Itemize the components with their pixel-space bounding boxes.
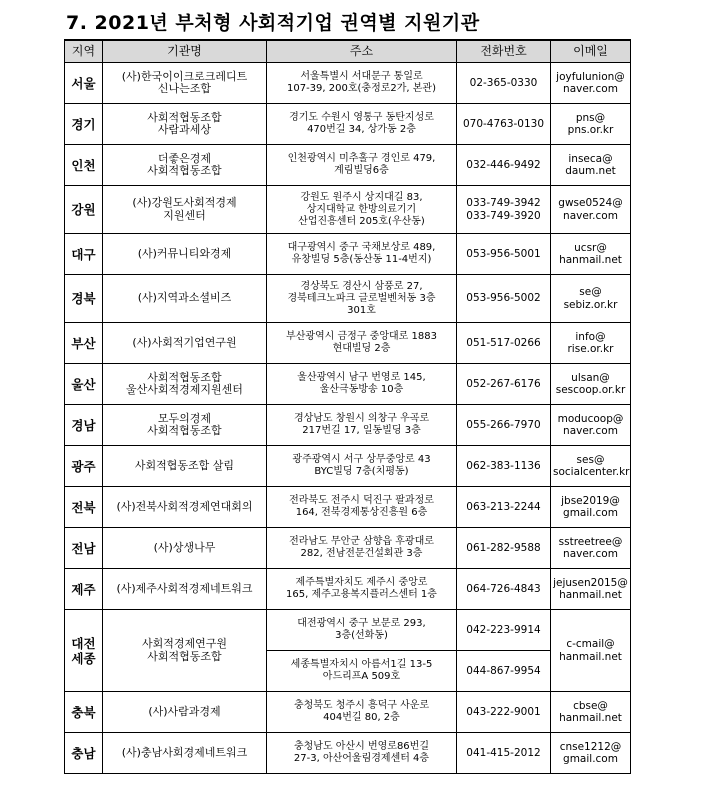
phone-cell-line: 051-517-0266 (466, 336, 541, 349)
region-cell (65, 364, 103, 405)
header-phone: 전화번호 (457, 40, 551, 63)
region-cell (65, 186, 103, 234)
phone-cell-line: 064-726-4843 (466, 582, 541, 595)
org-name-cell-line: 사회적협동조합 (147, 110, 222, 124)
table-row (65, 446, 631, 487)
table-row (65, 528, 631, 569)
phone-cell (457, 364, 551, 405)
phone-cell (457, 733, 551, 774)
region-cell-line: 대전 (71, 635, 96, 651)
org-name-cell (103, 487, 267, 528)
table-row (65, 275, 631, 323)
org-name-cell-line: (사)사회적기업연구원 (132, 335, 237, 349)
org-name-cell (103, 234, 267, 275)
region-cell-line: 울산 (71, 376, 96, 392)
phone-cell-line: 053-956-5002 (466, 292, 541, 305)
email-cell-line: naver.com (563, 548, 618, 560)
email-cell-line: se@ (579, 286, 602, 298)
email-cell (551, 275, 631, 323)
address-cell (267, 733, 457, 774)
address-cell (267, 569, 457, 610)
address-cell-line: 충청북도 청주시 흥덕구 사운로 (293, 700, 430, 711)
page-title: 7. 2021년 부처형 사회적기업 권역별 지원기관 (66, 12, 480, 34)
region-cell (65, 405, 103, 446)
table-row (65, 569, 631, 610)
address-cell-line: 470번길 34, 상가동 2층 (307, 124, 416, 135)
region-cell-line: 부산 (71, 335, 96, 351)
address-cell (267, 323, 457, 364)
table-row (65, 145, 631, 186)
address-cell (267, 275, 457, 323)
address-cell (267, 405, 457, 446)
phone-cell (457, 104, 551, 145)
org-name-cell (103, 364, 267, 405)
address-cell-line: BYC빌딩 7층(치평동) (314, 466, 409, 477)
email-cell-line: pns.or.kr (567, 124, 614, 136)
email-cell-line: naver.com (563, 425, 618, 437)
address-cell-line: 164, 전북경제통상진흥원 6층 (295, 507, 428, 518)
table-row (65, 364, 631, 405)
region-cell (65, 323, 103, 364)
table-row (65, 234, 631, 275)
email-cell (551, 63, 631, 104)
address-cell-line: 3층(선화동) (335, 630, 388, 641)
address-cell-line: 대구광역시 중구 국채보상로 489, (287, 242, 436, 253)
region-cell (65, 692, 103, 733)
org-name-cell (103, 528, 267, 569)
address-cell-line: 301호 (347, 304, 376, 316)
email-cell-line: hanmail.net (559, 712, 622, 724)
org-name-cell (103, 569, 267, 610)
email-cell-line: c-cmail@ (566, 638, 615, 650)
email-cell-line: gmail.com (563, 507, 618, 519)
region-cell (65, 104, 103, 145)
region-cell (65, 569, 103, 610)
table-row (65, 323, 631, 364)
email-cell (551, 569, 631, 610)
address-cell (267, 234, 457, 275)
region-cell-line: 충북 (71, 704, 96, 720)
address-cell (267, 63, 457, 104)
org-name-cell-line: 사회적협동조합 (147, 649, 222, 663)
table-row (65, 610, 631, 651)
org-name-cell-line: (사)강원도사회적경제 (132, 196, 237, 209)
email-cell (551, 234, 631, 275)
email-cell (551, 528, 631, 569)
address-cell (267, 364, 457, 405)
org-name-cell (103, 275, 267, 323)
email-cell-line: naver.com (563, 209, 618, 222)
email-cell (551, 104, 631, 145)
org-name-cell-line: (사)상생나무 (153, 540, 216, 554)
region-cell-line: 강원 (71, 202, 96, 217)
address-cell (267, 651, 457, 692)
email-cell-line: ulsan@ (571, 371, 610, 384)
phone-cell (457, 569, 551, 610)
email-cell-line: rise.or.kr (567, 343, 614, 355)
phone-cell (457, 446, 551, 487)
email-cell-line: hanmail.net (559, 589, 622, 601)
region-cell (65, 145, 103, 186)
org-name-cell (103, 610, 267, 692)
email-cell (551, 186, 631, 234)
address-cell-line: 현대빌딩 2층 (332, 343, 391, 354)
phone-cell (457, 610, 551, 651)
email-cell-line: sstreetree@ (558, 535, 623, 548)
support-agency-table (64, 39, 631, 774)
region-cell (65, 487, 103, 528)
region-cell-line: 경남 (71, 417, 96, 433)
phone-cell-line: 055-266-7970 (466, 418, 541, 431)
address-cell-line: 계림빌딩6층 (334, 165, 389, 176)
address-cell-line: 상지대학교 한방의료기기 (306, 203, 417, 215)
region-cell-line: 충남 (71, 745, 96, 761)
email-cell (551, 145, 631, 186)
phone-cell (457, 63, 551, 104)
address-cell-line: 인천광역시 미추홀구 경인로 479, (287, 153, 436, 164)
address-cell-line: 산업진흥센터 205호(우산동) (298, 215, 425, 227)
table-row (65, 104, 631, 145)
org-name-cell-line: (사)충남사회경제네트워크 (121, 745, 248, 759)
address-cell-line: 107-39, 200호(충정로2가, 본관) (286, 83, 436, 94)
phone-cell-line: 044-867-9954 (466, 664, 541, 677)
region-cell-line: 인천 (71, 157, 96, 173)
phone-cell (457, 692, 551, 733)
org-name-cell-line: 지원센터 (163, 208, 206, 222)
email-cell-line: info@ (575, 330, 606, 343)
phone-cell-line: 062-383-1136 (466, 459, 541, 472)
address-cell-line: 전라남도 무안군 삼향읍 후광대로 (289, 536, 434, 547)
email-cell-line: gmail.com (563, 753, 618, 765)
email-cell (551, 323, 631, 364)
org-name-cell-line: 사회적협동조합 (147, 370, 222, 384)
org-name-cell (103, 186, 267, 234)
org-name-cell (103, 63, 267, 104)
email-cell-line: gwse0524@ (558, 197, 623, 209)
table-row (65, 186, 631, 234)
email-cell (551, 733, 631, 774)
region-cell (65, 610, 103, 692)
email-cell-line: jejusen2015@ (553, 576, 628, 589)
phone-cell-line: 052-267-6176 (466, 377, 541, 390)
phone-cell-line: 070-4763-0130 (462, 117, 545, 130)
region-cell (65, 234, 103, 275)
org-name-cell-line: (사)사람과경제 (148, 704, 221, 718)
region-cell-line: 전북 (71, 499, 96, 515)
table-header-row (65, 40, 631, 63)
phone-cell (457, 487, 551, 528)
address-cell-line: 165, 제주고용복지플러스센터 1층 (286, 589, 437, 600)
org-name-cell (103, 145, 267, 186)
email-cell-line: moducoop@ (557, 412, 624, 425)
region-cell (65, 275, 103, 323)
address-cell-line: 경기도 수원시 영통구 동탄지성로 (289, 112, 434, 123)
phone-cell-line: 041-415-2012 (466, 746, 541, 759)
org-name-cell-line: 울산사회적경제지원센터 (126, 383, 243, 396)
org-name-cell-line: (사)전북사회적경제연대회의 (116, 499, 253, 513)
address-cell (267, 446, 457, 487)
address-cell-line: 강원도 원주시 상지대길 83, (300, 191, 423, 203)
address-cell (267, 610, 457, 651)
address-cell-line: 부산광역시 금정구 중앙대로 1883 (286, 331, 437, 342)
phone-cell-line: 033-749-3942 (466, 197, 541, 209)
org-name-cell-line: (사)한국이이크로크레디트 (121, 69, 248, 83)
email-cell-line: ucsr@ (574, 241, 607, 254)
region-cell-line: 서울 (71, 75, 96, 91)
phone-cell (457, 234, 551, 275)
email-cell-line: cbse@ (573, 699, 608, 712)
address-cell-line: 아드리프A 509호 (322, 671, 401, 682)
email-cell (551, 487, 631, 528)
org-name-cell-line: 모두의경제 (157, 411, 212, 425)
header-region: 지역 (65, 40, 103, 63)
org-name-cell-line: 사회적협동조합 (147, 424, 222, 437)
region-cell-line: 광주 (71, 458, 96, 474)
org-name-cell-line: 신나는조합 (157, 82, 212, 95)
address-cell-line: 세종특별자치시 아름서1길 13-5 (290, 659, 433, 670)
email-cell (551, 610, 631, 692)
table-row (65, 692, 631, 733)
phone-cell-line: 032-446-9492 (466, 158, 541, 171)
org-name-cell (103, 104, 267, 145)
email-cell-line: daum.net (565, 165, 616, 177)
email-cell-line: joyfulunion@ (556, 70, 625, 83)
org-name-cell (103, 405, 267, 446)
phone-cell (457, 275, 551, 323)
address-cell (267, 528, 457, 569)
phone-cell (457, 528, 551, 569)
region-cell (65, 528, 103, 569)
email-cell-line: cnse1212@ (559, 740, 622, 753)
region-cell-line: 제주 (71, 581, 96, 597)
address-cell-line: 경상남도 창원시 의창구 우곡로 (293, 413, 430, 424)
address-cell-line: 경상북도 경산시 삼풍로 27, (300, 280, 423, 292)
org-name-cell (103, 733, 267, 774)
table-row (65, 405, 631, 446)
region-cell-line: 전남 (71, 540, 96, 556)
org-name-cell-line: (사)커뮤니티와경제 (137, 246, 232, 260)
table-row (65, 487, 631, 528)
org-name-cell (103, 323, 267, 364)
email-cell (551, 405, 631, 446)
address-cell-line: 282, 전남전문건설회관 3층 (300, 548, 423, 559)
address-cell-line: 217번길 17, 일동빌딩 3층 (302, 425, 421, 436)
phone-cell-line: 033-749-3920 (466, 209, 541, 222)
address-cell-line: 경북테크노파크 글로벌벤처동 3층 (287, 292, 436, 304)
address-cell-line: 전라북도 전주시 덕진구 팔과정로 (289, 495, 434, 506)
address-cell (267, 104, 457, 145)
email-cell-line: naver.com (563, 83, 618, 95)
region-cell-line: 경기 (71, 116, 96, 132)
address-cell-line: 대전광역시 중구 보문로 293, (297, 618, 426, 629)
org-name-cell-line: 더좋은경제 (157, 151, 212, 165)
phone-cell-line: 063-213-2244 (466, 500, 541, 513)
phone-cell-line: 053-956-5001 (466, 247, 541, 260)
email-cell-line: socialcenter.kr (553, 466, 630, 478)
email-cell-line: sescoop.or.kr (555, 384, 626, 396)
org-name-cell-line: 사회적경제연구원 (141, 637, 227, 650)
email-cell-line: pns@ (575, 111, 606, 124)
org-name-cell (103, 446, 267, 487)
org-name-cell-line: 사회적협동조합 살림 (134, 458, 235, 472)
address-cell (267, 487, 457, 528)
org-name-cell (103, 692, 267, 733)
email-cell-line: hanmail.net (559, 650, 622, 663)
address-cell-line: 서울특별시 서대문구 통일로 (300, 71, 423, 82)
region-cell-line: 세종 (71, 650, 96, 666)
email-cell-line: jbse2019@ (561, 494, 620, 507)
region-cell-line: 대구 (71, 246, 96, 262)
phone-cell (457, 186, 551, 234)
address-cell (267, 186, 457, 234)
address-cell-line: 울산광역시 남구 번영로 145, (297, 372, 426, 383)
region-cell (65, 446, 103, 487)
org-name-cell-line: 사회적협동조합 (147, 164, 222, 177)
region-cell-line: 경북 (71, 291, 96, 306)
address-cell-line: 광주광역시 서구 상무중앙로 43 (292, 454, 431, 465)
header-email: 이메일 (551, 40, 631, 63)
email-cell (551, 364, 631, 405)
email-cell (551, 446, 631, 487)
region-cell (65, 63, 103, 104)
table-body (65, 63, 631, 774)
email-cell (551, 692, 631, 733)
table-row (65, 63, 631, 104)
phone-cell-line: 061-282-9588 (466, 541, 541, 554)
address-cell (267, 692, 457, 733)
phone-cell-line: 02-365-0330 (469, 76, 538, 89)
address-cell-line: 충청남도 아산시 번영로86번길 (293, 741, 429, 752)
phone-cell (457, 145, 551, 186)
header-org: 기관명 (103, 40, 267, 63)
phone-cell (457, 323, 551, 364)
table-row (65, 733, 631, 774)
email-cell-line: ses@ (576, 453, 605, 466)
email-cell-line: hanmail.net (559, 254, 622, 266)
address-cell (267, 145, 457, 186)
email-cell-line: inseca@ (568, 152, 613, 165)
address-cell-line: 제주특별자치도 제주시 중앙로 (295, 577, 428, 588)
email-cell-line: sebiz.or.kr (563, 298, 618, 311)
phone-cell-line: 043-222-9001 (466, 705, 541, 718)
org-name-cell-line: (사)제주사회적경제네트워크 (116, 581, 253, 595)
phone-cell (457, 651, 551, 692)
phone-cell-line: 042-223-9914 (466, 623, 541, 636)
org-name-cell-line: (사)지역과소셜비즈 (137, 291, 232, 305)
header-address: 주소 (267, 40, 457, 63)
phone-cell (457, 405, 551, 446)
region-cell (65, 733, 103, 774)
address-cell-line: 27-3, 아산어울림경제센터 4층 (293, 753, 430, 764)
address-cell-line: 404번길 80, 2층 (323, 712, 400, 723)
org-name-cell-line: 사람과세상 (157, 123, 212, 136)
address-cell-line: 울산극동방송 10층 (319, 384, 404, 395)
address-cell-line: 유창빌딩 5층(동산동 11-4번지) (291, 254, 432, 265)
